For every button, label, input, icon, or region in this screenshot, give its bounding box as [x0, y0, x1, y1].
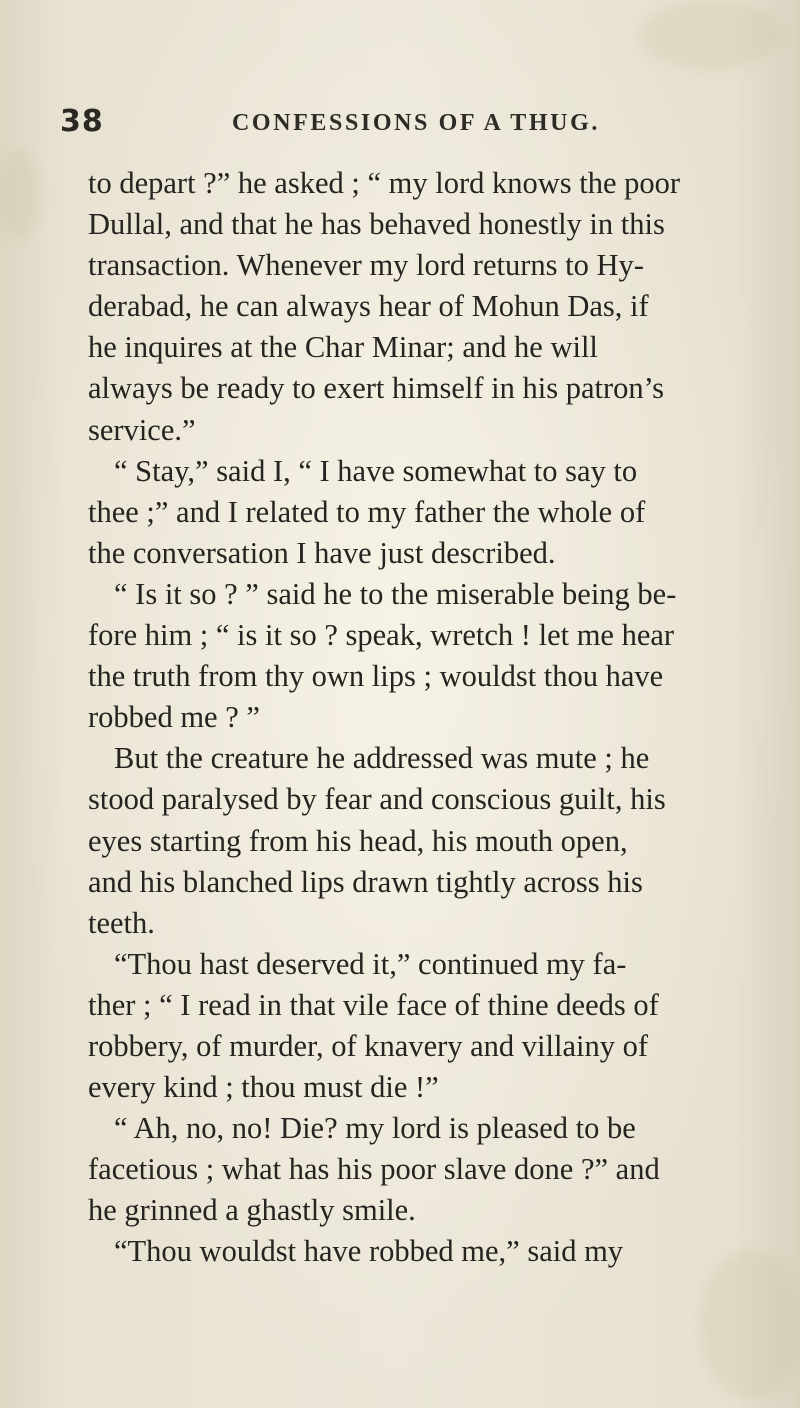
- text-line: derabad, he can always hear of Mohun Das, if: [88, 289, 649, 324]
- text-line: he grinned a ghastly smile.: [88, 1193, 416, 1228]
- text-line: he inquires at the Char Minar; and he will: [88, 330, 598, 365]
- text-line: “Thou hast deserved it,” continued my fa-: [114, 946, 627, 981]
- text-line: service.”: [88, 412, 196, 447]
- text-line: always be ready to exert himself in his patron’s: [88, 371, 664, 406]
- text-line: stood paralysed by fear and conscious guilt, his: [88, 782, 666, 817]
- text-line: Dullal, and that he has behaved honestly in this: [88, 207, 665, 242]
- text-line: to depart ?” he asked ; “ my lord knows the poor: [88, 166, 681, 200]
- text-line: and his blanched lips drawn tightly across his: [88, 864, 643, 899]
- text-line: the conversation I have just described.: [88, 535, 556, 570]
- paper-stain: [0, 150, 40, 240]
- text-line: transaction. Whenever my lord returns to Hy-: [88, 248, 644, 283]
- paper-stain: [640, 0, 780, 70]
- text-line: facetious ; what has his poor slave done ?” and: [88, 1152, 660, 1187]
- running-head: [0, 104, 800, 144]
- text-line: robbed me ? ”: [88, 700, 260, 735]
- text-line: teeth.: [88, 905, 155, 940]
- body-text: [88, 163, 800, 1273]
- page-number: 38: [60, 104, 104, 139]
- text-line: “ Ah, no, no! Die? my lord is pleased to be: [114, 1111, 636, 1146]
- text-line: every kind ; thou must die !”: [88, 1070, 439, 1105]
- text-line: eyes starting from his head, his mouth open,: [88, 823, 628, 858]
- text-line: “ Is it so ? ” said he to the miserable being be-: [114, 576, 677, 611]
- text-line: “Thou wouldst have robbed me,” said my: [114, 1234, 624, 1269]
- text-line: But the creature he addressed was mute ; he: [114, 741, 650, 776]
- text-line: fore him ; “ is it so ? speak, wretch ! let me hear: [88, 618, 675, 653]
- text-line: the truth from thy own lips ; wouldst thou have: [88, 659, 664, 694]
- text-line: “ Stay,” said I, “ I have somewhat to say to: [114, 453, 638, 488]
- running-title: CONFESSIONS OF A THUG.: [232, 110, 600, 136]
- text-line: robbery, of murder, of knavery and villainy of: [88, 1028, 649, 1063]
- text-line: ther ; “ I read in that vile face of thine deeds of: [88, 987, 659, 1022]
- text-line: thee ;” and I related to my father the whole of: [88, 494, 646, 529]
